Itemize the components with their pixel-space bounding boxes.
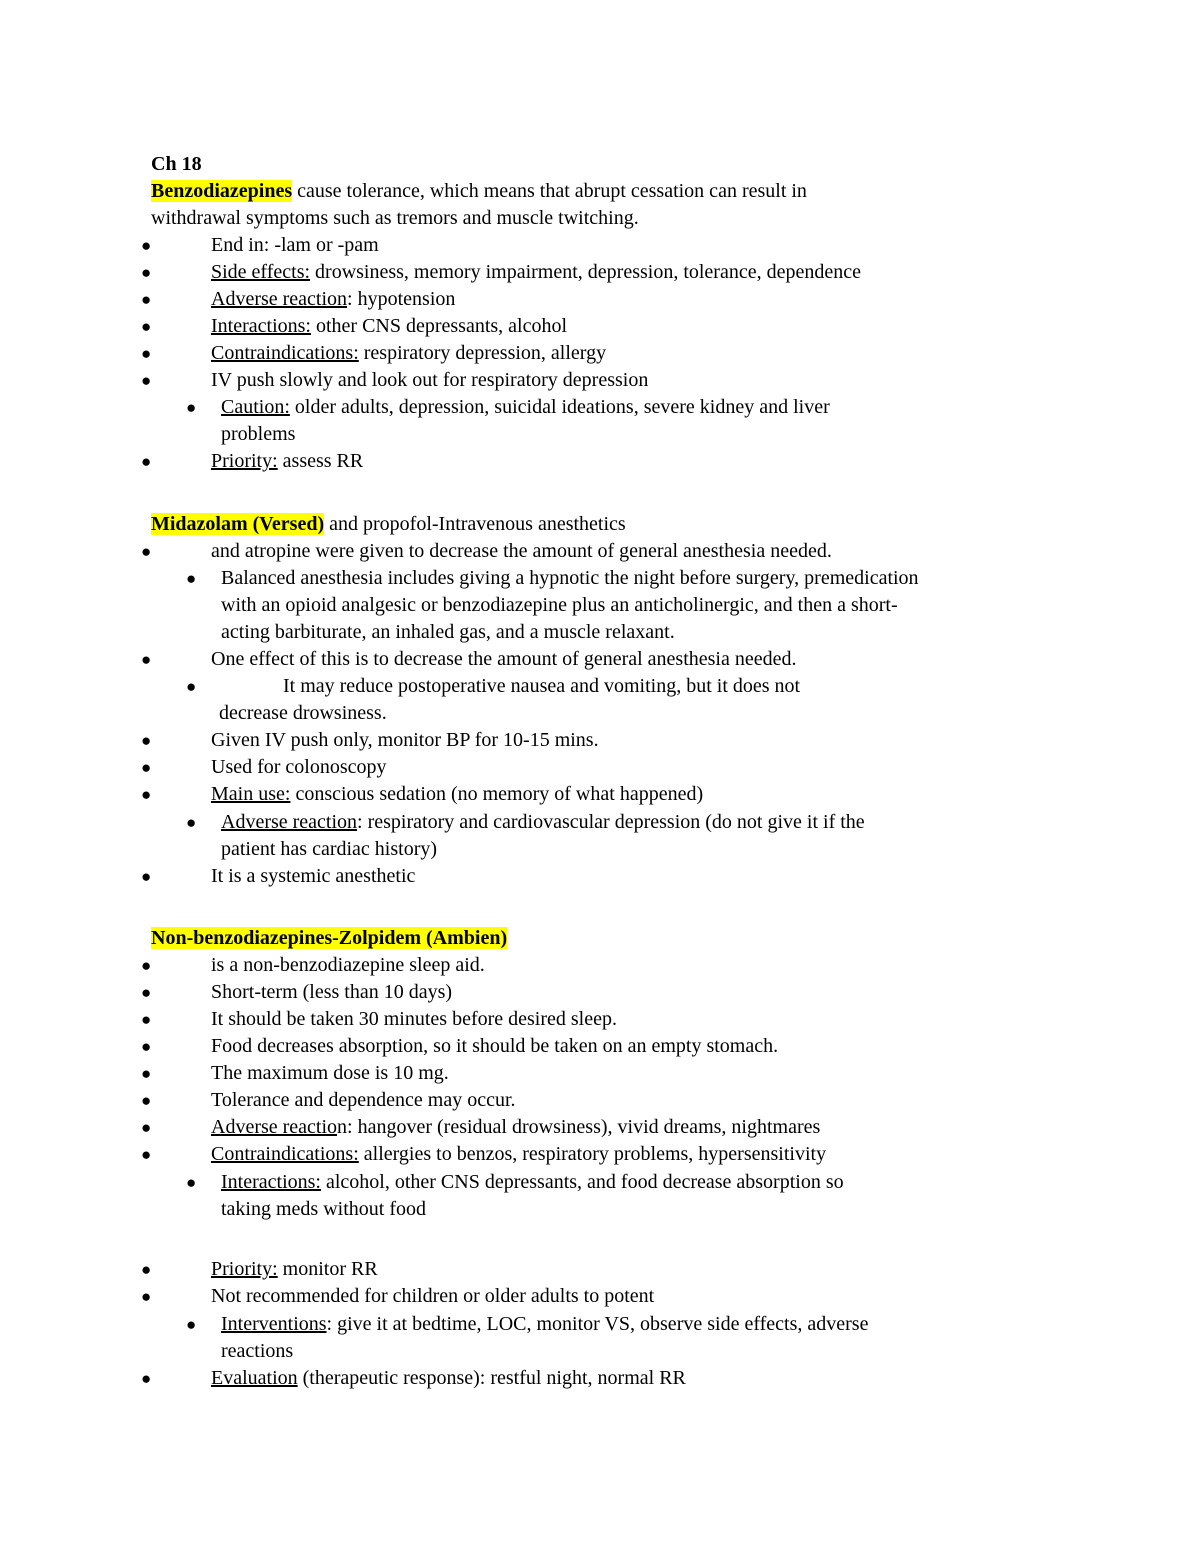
bullet-icon: ●	[141, 956, 152, 975]
sub-list-item: Balanced anesthesia includes giving a hypnotic the night before surgery, premedication	[221, 567, 919, 589]
list-item: IV push slowly and look out for respiratory depression	[211, 369, 649, 391]
bullet-icon: ●	[141, 371, 152, 390]
list-item: It should be taken 30 minutes before desired sleep.	[211, 1008, 617, 1030]
sub-list-item: It may reduce postoperative nausea and vomiting, but it does not	[283, 675, 801, 697]
bullet-icon: ●	[186, 677, 197, 696]
list-item: Short-term (less than 10 days)	[211, 981, 453, 1003]
sub-list-item-cont: patient has cardiac history)	[221, 838, 438, 860]
bullet-icon: ●	[141, 1091, 152, 1110]
bullet-icon: ●	[141, 317, 152, 336]
sub-list-item: Adverse reaction: respiratory and cardiovascular depression (do not give it if the	[221, 811, 865, 833]
list-item: Given IV push only, monitor BP for 10-15 mins.	[211, 729, 599, 751]
bullet-icon: ●	[141, 1260, 152, 1279]
list-item: is a non-benzodiazepine sleep aid.	[211, 954, 485, 976]
list-item: Priority: monitor RR	[211, 1258, 378, 1280]
sub-list-item-cont: problems	[221, 423, 296, 445]
bullet-icon: ●	[141, 650, 152, 669]
sub-list-item-cont: acting barbiturate, an inhaled gas, and a muscle relaxant.	[221, 621, 675, 643]
list-item: Contraindications: allergies to benzos, respiratory problems, hypersensitivity	[211, 1143, 827, 1165]
bullet-icon: ●	[186, 813, 197, 832]
list-item: Side effects: drowsiness, memory impairment, depression, tolerance, dependence	[211, 261, 861, 283]
list-item: Used for colonoscopy	[211, 756, 387, 778]
sub-list-item-cont: taking meds without food	[221, 1198, 426, 1220]
list-item: One effect of this is to decrease the amount of general anesthesia needed.	[211, 648, 797, 670]
bullet-icon: ●	[141, 1010, 152, 1029]
sub-list-item: Caution: older adults, depression, suicidal ideations, severe kidney and liver	[221, 396, 830, 418]
bullet-icon: ●	[141, 1064, 152, 1083]
bullet-icon: ●	[141, 983, 152, 1002]
bullet-icon: ●	[186, 398, 197, 417]
bullet-icon: ●	[141, 542, 152, 561]
midazolam-heading: Midazolam (Versed)	[151, 513, 325, 535]
bullet-icon: ●	[186, 1315, 197, 1334]
zolpidem-intro	[151, 925, 507, 952]
chapter-title: Ch 18	[151, 153, 202, 175]
bullet-icon: ●	[141, 263, 152, 282]
bullet-icon: ●	[141, 785, 152, 804]
list-item: Main use: conscious sedation (no memory of what happened)	[211, 783, 704, 805]
benzo-intro-line2: withdrawal symptoms such as tremors and muscle twitching.	[151, 207, 639, 229]
list-item: Adverse reaction: hypotension	[211, 288, 456, 310]
sub-list-item-cont: with an opioid analgesic or benzodiazepine plus an anticholinergic, and then a short-	[221, 594, 898, 616]
list-item: Adverse reaction: hangover (residual drowsiness), vivid dreams, nightmares	[211, 1116, 821, 1138]
bullet-icon: ●	[141, 344, 152, 363]
bullet-icon: ●	[141, 1369, 152, 1388]
bullet-icon: ●	[141, 1145, 152, 1164]
bullet-icon: ●	[141, 731, 152, 750]
bullet-icon: ●	[141, 1118, 152, 1137]
list-item: Not recommended for children or older adults to potent	[211, 1285, 655, 1307]
list-item: Tolerance and dependence may occur.	[211, 1089, 516, 1111]
sub-list-item-cont: decrease drowsiness.	[219, 702, 387, 724]
benzo-intro: Benzodiazepines cause tolerance, which means that abrupt cessation can result in	[151, 180, 807, 202]
sub-list-item: Interventions: give it at bedtime, LOC, monitor VS, observe side effects, adverse	[221, 1313, 869, 1335]
bullet-icon: ●	[141, 1037, 152, 1056]
list-item: Interactions: other CNS depressants, alcohol	[211, 315, 568, 337]
zolpidem-heading: Non-benzodiazepines-Zolpidem (Ambien)	[151, 927, 508, 949]
bullet-icon: ●	[141, 758, 152, 777]
bullet-icon: ●	[141, 1287, 152, 1306]
bullet-icon: ●	[141, 236, 152, 255]
sub-list-item: Interactions: alcohol, other CNS depressants, and food decrease absorption so	[221, 1171, 844, 1193]
sub-list-item-cont: reactions	[221, 1340, 294, 1362]
list-item: Food decreases absorption, so it should be taken on an empty stomach.	[211, 1035, 779, 1057]
list-item: Evaluation (therapeutic response): restful night, normal RR	[211, 1367, 686, 1389]
list-item: and atropine were given to decrease the amount of general anesthesia needed.	[211, 540, 832, 562]
midazolam-intro: Midazolam (Versed) and propofol-Intravenous anesthetics	[151, 513, 626, 535]
list-item: End in: -lam or -pam	[211, 234, 379, 256]
bullet-icon: ●	[141, 452, 152, 471]
list-item: The maximum dose is 10 mg.	[211, 1062, 449, 1084]
bullet-icon: ●	[186, 1173, 197, 1192]
list-item: It is a systemic anesthetic	[211, 865, 416, 887]
list-item: Contraindications: respiratory depression, allergy	[211, 342, 607, 364]
list-item: Priority: assess RR	[211, 450, 364, 472]
benzo-heading: Benzodiazepines	[151, 180, 293, 202]
bullet-icon: ●	[141, 867, 152, 886]
bullet-icon: ●	[186, 569, 197, 588]
bullet-icon: ●	[141, 290, 152, 309]
